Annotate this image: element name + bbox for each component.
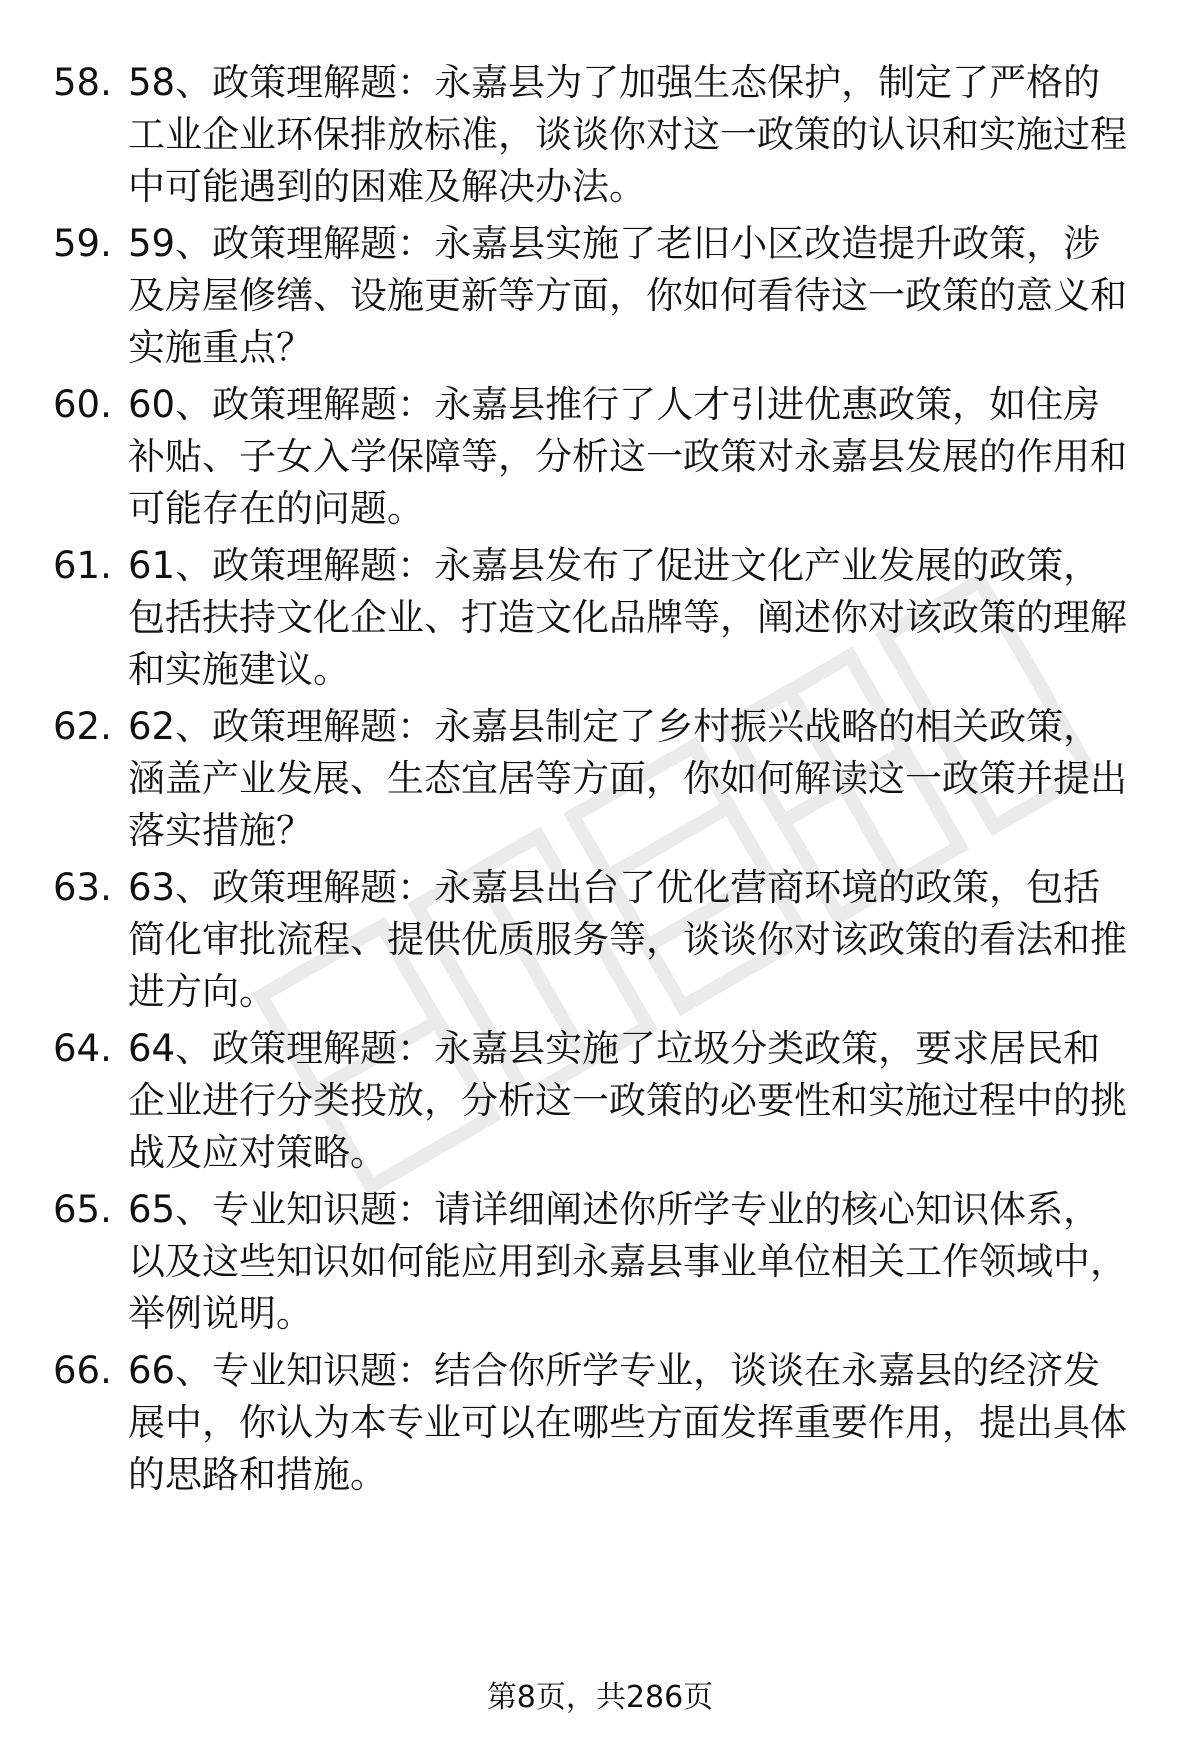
question-number: 60. (53, 383, 112, 426)
question-text: 64、政策理解题：永嘉县实施了垃圾分类政策，要求居民和企业进行分类投放，分析这一政策的必要性和实施过程中的挑战及应对策略。 (128, 1027, 1127, 1174)
question-text: 59、政策理解题：永嘉县实施了老旧小区改造提升政策，涉及房屋修缮、设施更新等方面，你如何看待这一政策的意义和实施重点？ (128, 222, 1127, 369)
question-number: 58. (53, 61, 112, 104)
question-number: 61. (53, 544, 112, 587)
question-number: 64. (53, 1027, 112, 1070)
question-text: 62、政策理解题：永嘉县制定了乡村振兴战略的相关政策，涵盖产业发展、生态宜居等方面，你如何解读这一政策并提出落实措施？ (128, 705, 1127, 852)
question-text: 61、政策理解题：永嘉县发布了促进文化产业发展的政策，包括扶持文化企业、打造文化品牌等，阐述你对该政策的理解和实施建议。 (128, 544, 1127, 691)
page-footer: 第8页，共286页 (486, 1680, 714, 1715)
question-text: 66、专业知识题：结合你所学专业，谈谈在永嘉县的经济发展中，你认为本专业可以在哪些方面发挥重要作用，提出具体的思路和措施。 (128, 1349, 1127, 1496)
question-number: 63. (53, 866, 112, 909)
question-number: 62. (53, 705, 112, 748)
question-number: 59. (53, 222, 112, 265)
question-text: 65、专业知识题：请详细阐述你所学专业的核心知识体系，以及这些知识如何能应用到永嘉县事业单位相关工作领域中，举例说明。 (128, 1188, 1127, 1335)
question-number: 66. (53, 1349, 112, 1392)
question-text: 63、政策理解题：永嘉县出台了优化营商环境的政策，包括简化审批流程、提供优质服务等，谈谈你对该政策的看法和推进方向。 (128, 866, 1127, 1013)
question-number: 65. (53, 1188, 112, 1231)
question-text: 60、政策理解题：永嘉县推行了人才引进优惠政策，如住房补贴、子女入学保障等，分析这一政策对永嘉县发展的作用和可能存在的问题。 (128, 383, 1127, 530)
question-text: 58、政策理解题：永嘉县为了加强生态保护，制定了严格的工业企业环保排放标准，谈谈你对这一政策的认识和实施过程中可能遇到的困难及解决办法。 (128, 61, 1127, 208)
